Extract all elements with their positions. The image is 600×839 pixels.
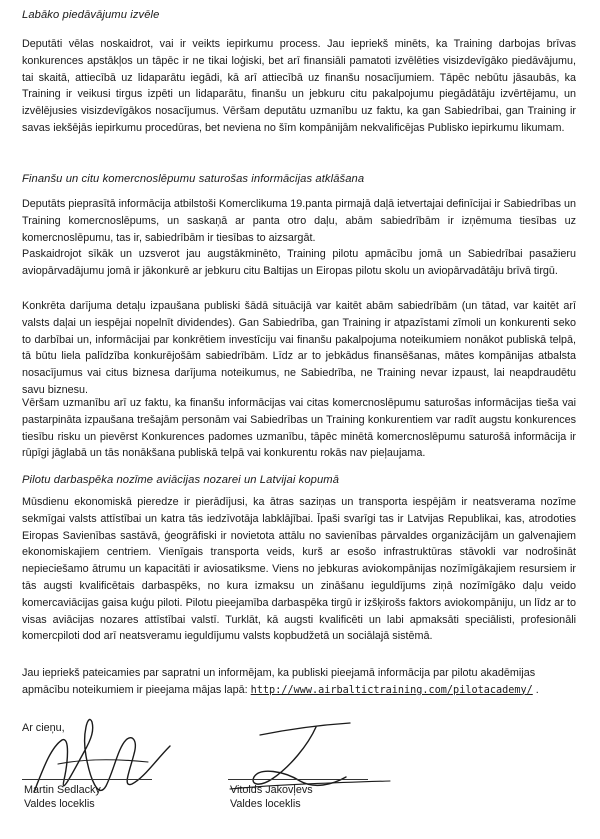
paragraph-competition-risk: Vēršam uzmanību arī uz faktu, ka finanšu informācijas vai citas komercnoslēpumu saturošas informācijas tieša vai pastarpināta izpaušana trešajām personām vai Sabiedrības un Training konkurentiem var radīt augstu konkurences tiesību risku un pievērst Konkurences padomes uzmanību, tāpēc minētā komercnoslēpumu saturošā informācija ir rūpīgi jāglabā un tās nonākšana publiskā telpā vai konkurentu rokās nav pieļaujama. <box>22 397 576 460</box>
paragraph-economic-importance: Mūsdienu ekonomiskā pieredze ir pierādījusi, ka ātras saziņas un transporta iespējām ir neatsverama nozīme sekmīgai valsts attīstībai un katra tās iedzīvotāja labklājībai. Īpaši svarīgi tas ir Latvijas Republikai, kas, atrodoties Eiropas Savienības sastāvā, ģeogrāfiski ir novietota attālu no savienības pārvaldes organizācijām un galvenajiem ekonomiskajiem centriem. Vienīgais transporta veids, kurš ar esošo infrastruktūras stāvokli var nodrošināt nepieciešamo ātrumu un kapacitāti ir aviosatiksme. Viens no jebkuras aviokompānijas nozīmīgākajiem resursiem ir tās augsti kvalificētais darbaspēks, no kura izmaksu un zināšanu ieguldījums ziņā nozīmīgāko daļu veido komercaviācijas gaisa kuģu piloti. Pilotu pieejamība darbaspēka tirgū ir izšķirošs faktors aviokompāniju, un līdz ar to visas aviācijas nozares attīstībai valstī. Turklāt, kā augsti kvalificēti un labi apmaksāti speciālisti, profesionāli komercpiloti dod arī neatsveramu ieguldījumu valsts kopbudžetā un sociālajā sistēmā. <box>22 496 576 643</box>
section-heading-best-offers: Labāko piedāvājumu izvēle <box>22 9 160 21</box>
section-heading-pilot-workforce: Pilotu darbaspēka nozīme aviācijas nozarei un Latvijai kopumā <box>22 474 340 486</box>
signatory-2-title: Valdes loceklis <box>230 798 301 810</box>
paragraph-procurement: Deputāti vēlas noskaidrot, vai ir veikts iepirkumu process. Jau iepriekš minēts, ka Training darbojas brīvas konkurences apstākļos un tāpēc ir ne tikai loģiski, bet arī finansiāli pamatoti izvēlēties visizdevīgāko piedāvājumu, tai skaitā, attiecībā uz lidaparātu iegādi, kā arī attiecībā uz finanšu nosacījumiem. Tāpēc nebūtu jāsaubās, ka Training ir veikusi tirgus izpēti un lidaparātu, finanšu un jebkuru citu pakalpojumu piegādātāju izvērtējamu, un izvēlējusies visizdevīgākos nosacījumus. Vēršam deputātu uzmanību uz faktu, ka gan Sabiedrībai, gan Training ir savas iekšējās iepirkumu procedūras, bet neviena no šīm kompānijām nekvalificējas Publisko iepirkumu likumam. <box>22 38 576 134</box>
signatory-1 <box>24 783 101 811</box>
pilot-academy-link[interactable]: http://www.airbaltictraining.com/pilotacademy/ <box>250 684 533 696</box>
signatory-1-name: Martin Sedlacky <box>24 784 101 796</box>
paragraph-competition: Paskaidrojot sīkāk un uzsverot jau augstākminēto, Training pilotu apmācību jomā un Sabiedrībai pasažieru aviopārvadājumu jomā ir jākonkurē ar jebkuru citu Baltijas un Eiropas pilotu skolu un aviopārvadātāju brīvā tirgū. <box>22 248 576 277</box>
signatory-1-title: Valdes loceklis <box>24 798 95 810</box>
paragraph-disclosure-harm: Konkrēta darījuma detaļu izpaušana publiski šādā situācijā var kaitēt abām sabiedrībām (un tātad, var kaitēt arī valsts daļai un iespējai nopelnīt dividendes). Gan Sabiedrība, gan Training ir atpazīstami zīmoli un konkurenti seko to darbībai un, informācijai par konkrētiem investīciju vai finanšu pakalpojuma noteikumiem nonākot publiskā telpā, tā būtu liela palīdzība konkurējošām sabiedrībām. Līdz ar to jebkādus finansēšanas, mātes kompānijas atbalsta nosacījumus vai citus biznesa darījuma noteikumus, ne Sabiedrība, ne Training nevar izpaust, lai neapdraudētu savu biznesu. <box>22 300 576 396</box>
signature-line-2 <box>228 779 368 780</box>
signatory-2-name: Vitolds Jakovļevs <box>230 784 313 796</box>
closing-text: Jau iepriekš pateicamies par sapratni un informējam, ka publiski pieejamā informācija par pilotu akadēmijas apmācību noteikumiem ir pieejama mājas lapā: <box>22 667 536 696</box>
closing-paragraph <box>22 665 578 700</box>
paragraph-commercial-law: Deputāts pieprasītā informācija atbilstoši Komerclikuma 19.panta pirmajā daļā ietvertajai definīcijai ir Sabiedrības un Training komercnoslēpums, un saskaņā ar panta otro daļu, abām sabiedrībām ir izņēmuma tiesības uz komercnoslēpumu, tas ir, sabiedrībām ir tiesības to aizsargāt. <box>22 198 576 244</box>
signatory-2 <box>230 783 313 811</box>
signature-line-1 <box>22 779 152 780</box>
salutation: Ar cieņu, <box>22 722 65 734</box>
section-heading-trade-secrets: Finanšu un citu komercnoslēpumu saturošas informācijas atklāšana <box>22 173 365 185</box>
closing-period: . <box>535 683 539 696</box>
